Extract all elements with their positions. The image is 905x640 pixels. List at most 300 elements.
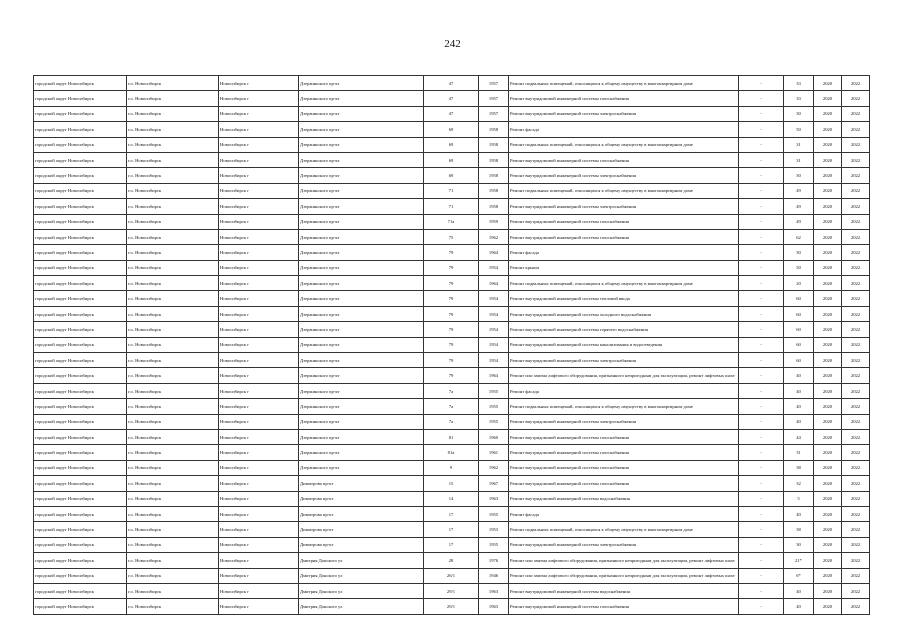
city-cell: Новосибирск г [219,353,299,368]
street-cell: Дзержинского пр-кт [299,383,424,398]
house-number-cell: 75 [424,229,479,244]
street-cell: Дзержинского пр-кт [299,337,424,352]
percent-cell: 49 [784,214,814,229]
end-year-cell: 2022 [842,568,870,583]
percent-cell: 50 [784,122,814,137]
district-cell: г.о. Новосибирск [127,91,219,106]
work-type-cell: Ремонт внутридомовой инженерной системы тепловой ввода [509,291,739,306]
extra-cell: - [739,291,784,306]
city-cell: Новосибирск г [219,183,299,198]
table-row [34,229,870,244]
table-row [34,183,870,198]
city-cell: Новосибирск г [219,106,299,121]
work-type-cell: Ремонт подвальных помещений, относящихся к общему имуществу в многоквартирном доме [509,183,739,198]
district-cell: г.о. Новосибирск [127,122,219,137]
work-type-cell: Ремонт внутридомовой инженерной системы канализования и водоотведения [509,337,739,352]
work-type-cell: Ремонт подвальных помещений, относящихся к общему имуществу в многоквартирном доме [509,276,739,291]
house-number-cell: 69 [424,168,479,183]
street-cell: Дзержинского пр-кт [299,276,424,291]
extra-cell: - [739,368,784,383]
house-number-cell: 79 [424,245,479,260]
build-year-cell: 1955 [479,399,509,414]
district-cell: г.о. Новосибирск [127,353,219,368]
municipality-cell: городской округ Новосибирск [34,106,127,121]
build-year-cell: 1958 [479,199,509,214]
municipality-cell: городской округ Новосибирск [34,599,127,614]
build-year-cell: 1955 [479,383,509,398]
street-cell: Дзержинского пр-кт [299,291,424,306]
district-cell: г.о. Новосибирск [127,106,219,121]
house-number-cell: 81 [424,429,479,444]
city-cell: Новосибирск г [219,383,299,398]
street-cell: Дзержинского пр-кт [299,245,424,260]
city-cell: Новосибирск г [219,76,299,91]
extra-cell: - [739,337,784,352]
work-type-cell: Ремонт подвальных помещений, относящихся к общему имуществу в многоквартирном доме [509,76,739,91]
street-cell: Дзержинского пр-кт [299,322,424,337]
municipality-cell: городской округ Новосибирск [34,152,127,167]
street-cell: Димитрова пр-кт [299,537,424,552]
end-year-cell: 2022 [842,291,870,306]
city-cell: Новосибирск г [219,245,299,260]
percent-cell: 31 [784,137,814,152]
build-year-cell: 1957 [479,91,509,106]
city-cell: Новосибирск г [219,337,299,352]
repair-registry-table [33,75,870,615]
build-year-cell: 1963 [479,599,509,614]
end-year-cell: 2022 [842,599,870,614]
start-year-cell: 2020 [814,337,842,352]
street-cell: Дзержинского пр-кт [299,91,424,106]
work-type-cell: Ремонт или замена лифтового оборудования, признанного непригодным для эксплуатации, ремонт лифтовых шахт [509,568,739,583]
city-cell: Новосибирск г [219,137,299,152]
extra-cell: - [739,276,784,291]
street-cell: Димитрова пр-кт [299,476,424,491]
extra-cell: - [739,183,784,198]
work-type-cell: Ремонт подвальных помещений, относящихся к общему имуществу в многоквартирном доме [509,137,739,152]
city-cell: Новосибирск г [219,229,299,244]
street-cell: Дзержинского пр-кт [299,214,424,229]
house-number-cell: 79 [424,276,479,291]
percent-cell: 60 [784,337,814,352]
build-year-cell: 1958 [479,122,509,137]
municipality-cell: городской округ Новосибирск [34,506,127,521]
work-type-cell: Ремонт внутридомовой инженерной системы газоснабжения [509,152,739,167]
extra-cell: - [739,106,784,121]
extra-cell: - [739,229,784,244]
house-number-cell: 26/1 [424,568,479,583]
start-year-cell: 2020 [814,91,842,106]
percent-cell: 33 [784,91,814,106]
build-year-cell: 1958 [479,183,509,198]
street-cell: Дзержинского пр-кт [299,399,424,414]
district-cell: г.о. Новосибирск [127,537,219,552]
extra-cell: - [739,91,784,106]
start-year-cell: 2020 [814,368,842,383]
city-cell: Новосибирск г [219,445,299,460]
work-type-cell: Ремонт внутридомовой инженерной системы газоснабжения [509,476,739,491]
street-cell: Дзержинского пр-кт [299,152,424,167]
municipality-cell: городской округ Новосибирск [34,291,127,306]
end-year-cell: 2022 [842,152,870,167]
table-row [34,76,870,91]
street-cell: Дзержинского пр-кт [299,122,424,137]
percent-cell: 50 [784,260,814,275]
end-year-cell: 2022 [842,276,870,291]
extra-cell: - [739,568,784,583]
build-year-cell: 1955 [479,414,509,429]
start-year-cell: 2020 [814,322,842,337]
municipality-cell: городской округ Новосибирск [34,383,127,398]
start-year-cell: 2020 [814,260,842,275]
house-number-cell: 17 [424,506,479,521]
municipality-cell: городской округ Новосибирск [34,276,127,291]
end-year-cell: 2022 [842,183,870,198]
table-row [34,429,870,444]
percent-cell: 40 [784,383,814,398]
build-year-cell: 1954 [479,291,509,306]
house-number-cell: 71а [424,214,479,229]
work-type-cell: Ремонт крыши [509,260,739,275]
house-number-cell: 47 [424,106,479,121]
house-number-cell: 69 [424,137,479,152]
house-number-cell: 17 [424,537,479,552]
house-number-cell: 47 [424,76,479,91]
district-cell: г.о. Новосибирск [127,599,219,614]
percent-cell: 40 [784,368,814,383]
house-number-cell: 81а [424,445,479,460]
street-cell: Дзержинского пр-кт [299,353,424,368]
municipality-cell: городской округ Новосибирск [34,368,127,383]
start-year-cell: 2020 [814,491,842,506]
start-year-cell: 2020 [814,291,842,306]
percent-cell: 30 [784,245,814,260]
table-row [34,460,870,475]
city-cell: Новосибирск г [219,168,299,183]
street-cell: Дзержинского пр-кт [299,460,424,475]
street-cell: Дзержинского пр-кт [299,414,424,429]
extra-cell: - [739,383,784,398]
start-year-cell: 2020 [814,506,842,521]
municipality-cell: городской округ Новосибирск [34,260,127,275]
city-cell: Новосибирск г [219,368,299,383]
end-year-cell: 2022 [842,537,870,552]
street-cell: Дмитрия Донского ул [299,568,424,583]
build-year-cell: 1963 [479,491,509,506]
build-year-cell: 1958 [479,168,509,183]
percent-cell: 49 [784,183,814,198]
start-year-cell: 2020 [814,599,842,614]
district-cell: г.о. Новосибирск [127,76,219,91]
district-cell: г.о. Новосибирск [127,152,219,167]
percent-cell: 32 [784,476,814,491]
district-cell: г.о. Новосибирск [127,137,219,152]
house-number-cell: 7а [424,414,479,429]
street-cell: Дзержинского пр-кт [299,199,424,214]
percent-cell: 30 [784,106,814,121]
percent-cell: 60 [784,353,814,368]
percent-cell: 40 [784,506,814,521]
municipality-cell: городской округ Новосибирск [34,137,127,152]
work-type-cell: Ремонт внутридомовой инженерной системы газоснабжения [509,229,739,244]
work-type-cell: Ремонт или замена лифтового оборудования, признанного непригодным для эксплуатации, ремонт лифтовых шахт [509,553,739,568]
table-row [34,245,870,260]
start-year-cell: 2020 [814,476,842,491]
street-cell: Дзержинского пр-кт [299,368,424,383]
extra-cell: - [739,199,784,214]
table-row [34,306,870,321]
work-type-cell: Ремонт внутридомовой инженерной системы газоснабжения [509,445,739,460]
table-row [34,322,870,337]
city-cell: Новосибирск г [219,306,299,321]
build-year-cell: 1962 [479,229,509,244]
house-number-cell: 71 [424,183,479,198]
start-year-cell: 2020 [814,199,842,214]
district-cell: г.о. Новосибирск [127,429,219,444]
city-cell: Новосибирск г [219,460,299,475]
table-body [34,76,870,615]
municipality-cell: городской округ Новосибирск [34,399,127,414]
end-year-cell: 2022 [842,399,870,414]
district-cell: г.о. Новосибирск [127,337,219,352]
street-cell: Дмитрия Донского ул [299,583,424,598]
build-year-cell: 1955 [479,506,509,521]
start-year-cell: 2020 [814,414,842,429]
city-cell: Новосибирск г [219,537,299,552]
table-row [34,152,870,167]
start-year-cell: 2020 [814,460,842,475]
end-year-cell: 2022 [842,353,870,368]
house-number-cell: 71 [424,199,479,214]
district-cell: г.о. Новосибирск [127,199,219,214]
percent-cell: 21* [784,553,814,568]
percent-cell: 30 [784,168,814,183]
district-cell: г.о. Новосибирск [127,522,219,537]
extra-cell: - [739,214,784,229]
city-cell: Новосибирск г [219,152,299,167]
city-cell: Новосибирск г [219,414,299,429]
percent-cell: 40 [784,399,814,414]
house-number-cell: 79 [424,322,479,337]
build-year-cell: 1957 [479,106,509,121]
end-year-cell: 2022 [842,491,870,506]
house-number-cell: 7а [424,383,479,398]
start-year-cell: 2020 [814,137,842,152]
extra-cell: - [739,137,784,152]
work-type-cell: Ремонт внутридомовой инженерной системы электроснабжения [509,106,739,121]
start-year-cell: 2020 [814,76,842,91]
city-cell: Новосибирск г [219,583,299,598]
work-type-cell: Ремонт подвальных помещений, относящихся к общему имуществу в многоквартирном доме [509,399,739,414]
end-year-cell: 2022 [842,91,870,106]
percent-cell: 31 [784,152,814,167]
district-cell: г.о. Новосибирск [127,214,219,229]
extra-cell: - [739,476,784,491]
percent-cell: 40 [784,599,814,614]
start-year-cell: 2020 [814,276,842,291]
district-cell: г.о. Новосибирск [127,476,219,491]
city-cell: Новосибирск г [219,568,299,583]
municipality-cell: городской округ Новосибирск [34,460,127,475]
district-cell: г.о. Новосибирск [127,445,219,460]
street-cell: Дмитрия Донского ул [299,553,424,568]
work-type-cell: Ремонт внутридомовой инженерной системы газоснабжения [509,460,739,475]
table-row [34,599,870,614]
end-year-cell: 2022 [842,322,870,337]
house-number-cell: 7а [424,399,479,414]
table-row [34,122,870,137]
city-cell: Новосибирск г [219,399,299,414]
district-cell: г.о. Новосибирск [127,183,219,198]
percent-cell: 60 [784,306,814,321]
municipality-cell: городской округ Новосибирск [34,337,127,352]
end-year-cell: 2022 [842,106,870,121]
start-year-cell: 2020 [814,399,842,414]
build-year-cell: 1954 [479,322,509,337]
start-year-cell: 2020 [814,245,842,260]
build-year-cell: 1946 [479,568,509,583]
municipality-cell: городской округ Новосибирск [34,491,127,506]
percent-cell: 44 [784,429,814,444]
extra-cell: - [739,122,784,137]
build-year-cell: 1967 [479,476,509,491]
percent-cell: 40 [784,414,814,429]
table-row [34,522,870,537]
work-type-cell: Ремонт или замена лифтового оборудования, признанного непригодным для эксплуатации, ремонт лифтовых шахт [509,368,739,383]
municipality-cell: городской округ Новосибирск [34,537,127,552]
district-cell: г.о. Новосибирск [127,276,219,291]
table-row [34,476,870,491]
work-type-cell: Ремонт внутридомовой инженерной системы газоснабжения [509,214,739,229]
extra-cell: - [739,506,784,521]
municipality-cell: городской округ Новосибирск [34,414,127,429]
work-type-cell: Ремонт внутридомовой инженерной системы газоснабжения [509,429,739,444]
build-year-cell: 1964 [479,245,509,260]
extra-cell: - [739,599,784,614]
street-cell: Дзержинского пр-кт [299,76,424,91]
extra-cell: - [739,168,784,183]
municipality-cell: городской округ Новосибирск [34,122,127,137]
work-type-cell: Ремонт внутридомовой инженерной системы электроснабжения [509,168,739,183]
end-year-cell: 2022 [842,583,870,598]
end-year-cell: 2022 [842,137,870,152]
end-year-cell: 2022 [842,76,870,91]
street-cell: Дзержинского пр-кт [299,137,424,152]
house-number-cell: 79 [424,337,479,352]
extra-cell: - [739,260,784,275]
build-year-cell: 1962 [479,460,509,475]
end-year-cell: 2022 [842,522,870,537]
work-type-cell: Ремонт фасада [509,122,739,137]
build-year-cell: 1958 [479,137,509,152]
district-cell: г.о. Новосибирск [127,553,219,568]
build-year-cell: 1961 [479,445,509,460]
build-year-cell: 1957 [479,76,509,91]
extra-cell: - [739,537,784,552]
district-cell: г.о. Новосибирск [127,229,219,244]
table-row [34,199,870,214]
municipality-cell: городской округ Новосибирск [34,583,127,598]
street-cell: Дзержинского пр-кт [299,445,424,460]
extra-cell: - [739,553,784,568]
street-cell: Димитрова пр-кт [299,522,424,537]
start-year-cell: 2020 [814,553,842,568]
work-type-cell: Ремонт внутридомовой инженерной системы газоснабжения [509,91,739,106]
start-year-cell: 2020 [814,429,842,444]
extra-cell: - [739,322,784,337]
percent-cell: 5 [784,491,814,506]
table-row [34,106,870,121]
start-year-cell: 2020 [814,583,842,598]
end-year-cell: 2022 [842,214,870,229]
extra-cell: - [739,522,784,537]
house-number-cell: 79 [424,353,479,368]
work-type-cell: Ремонт внутридомовой инженерной системы водоснабжения [509,491,739,506]
end-year-cell: 2022 [842,414,870,429]
extra-cell: - [739,460,784,475]
end-year-cell: 2022 [842,445,870,460]
house-number-cell: 29/1 [424,599,479,614]
extra-cell: - [739,491,784,506]
start-year-cell: 2020 [814,522,842,537]
city-cell: Новосибирск г [219,276,299,291]
table-row [34,337,870,352]
house-number-cell: 79 [424,368,479,383]
municipality-cell: городской округ Новосибирск [34,76,127,91]
extra-cell: - [739,353,784,368]
table-row [34,553,870,568]
end-year-cell: 2022 [842,168,870,183]
municipality-cell: городской округ Новосибирск [34,429,127,444]
district-cell: г.о. Новосибирск [127,260,219,275]
district-cell: г.о. Новосибирск [127,306,219,321]
build-year-cell: 1955 [479,537,509,552]
build-year-cell: 1964 [479,276,509,291]
build-year-cell: 1958 [479,152,509,167]
street-cell: Дзержинского пр-кт [299,260,424,275]
district-cell: г.о. Новосибирск [127,368,219,383]
extra-cell: - [739,414,784,429]
start-year-cell: 2020 [814,306,842,321]
city-cell: Новосибирск г [219,553,299,568]
end-year-cell: 2022 [842,306,870,321]
city-cell: Новосибирск г [219,91,299,106]
district-cell: г.о. Новосибирск [127,245,219,260]
work-type-cell: Ремонт внутридомовой инженерной системы электроснабжения [509,199,739,214]
percent-cell: 40 [784,583,814,598]
end-year-cell: 2022 [842,199,870,214]
street-cell: Дзержинского пр-кт [299,429,424,444]
percent-cell: 38 [784,522,814,537]
table-row [34,276,870,291]
house-number-cell: 79 [424,260,479,275]
end-year-cell: 2022 [842,476,870,491]
city-cell: Новосибирск г [219,599,299,614]
build-year-cell: 1963 [479,583,509,598]
end-year-cell: 2022 [842,368,870,383]
start-year-cell: 2020 [814,537,842,552]
district-cell: г.о. Новосибирск [127,383,219,398]
house-number-cell: 17 [424,522,479,537]
start-year-cell: 2020 [814,152,842,167]
build-year-cell: 1954 [479,337,509,352]
percent-cell: 60 [784,291,814,306]
start-year-cell: 2020 [814,183,842,198]
start-year-cell: 2020 [814,106,842,121]
city-cell: Новосибирск г [219,429,299,444]
work-type-cell: Ремонт внутридомовой инженерной системы электроснабжения [509,414,739,429]
build-year-cell: 1959 [479,214,509,229]
